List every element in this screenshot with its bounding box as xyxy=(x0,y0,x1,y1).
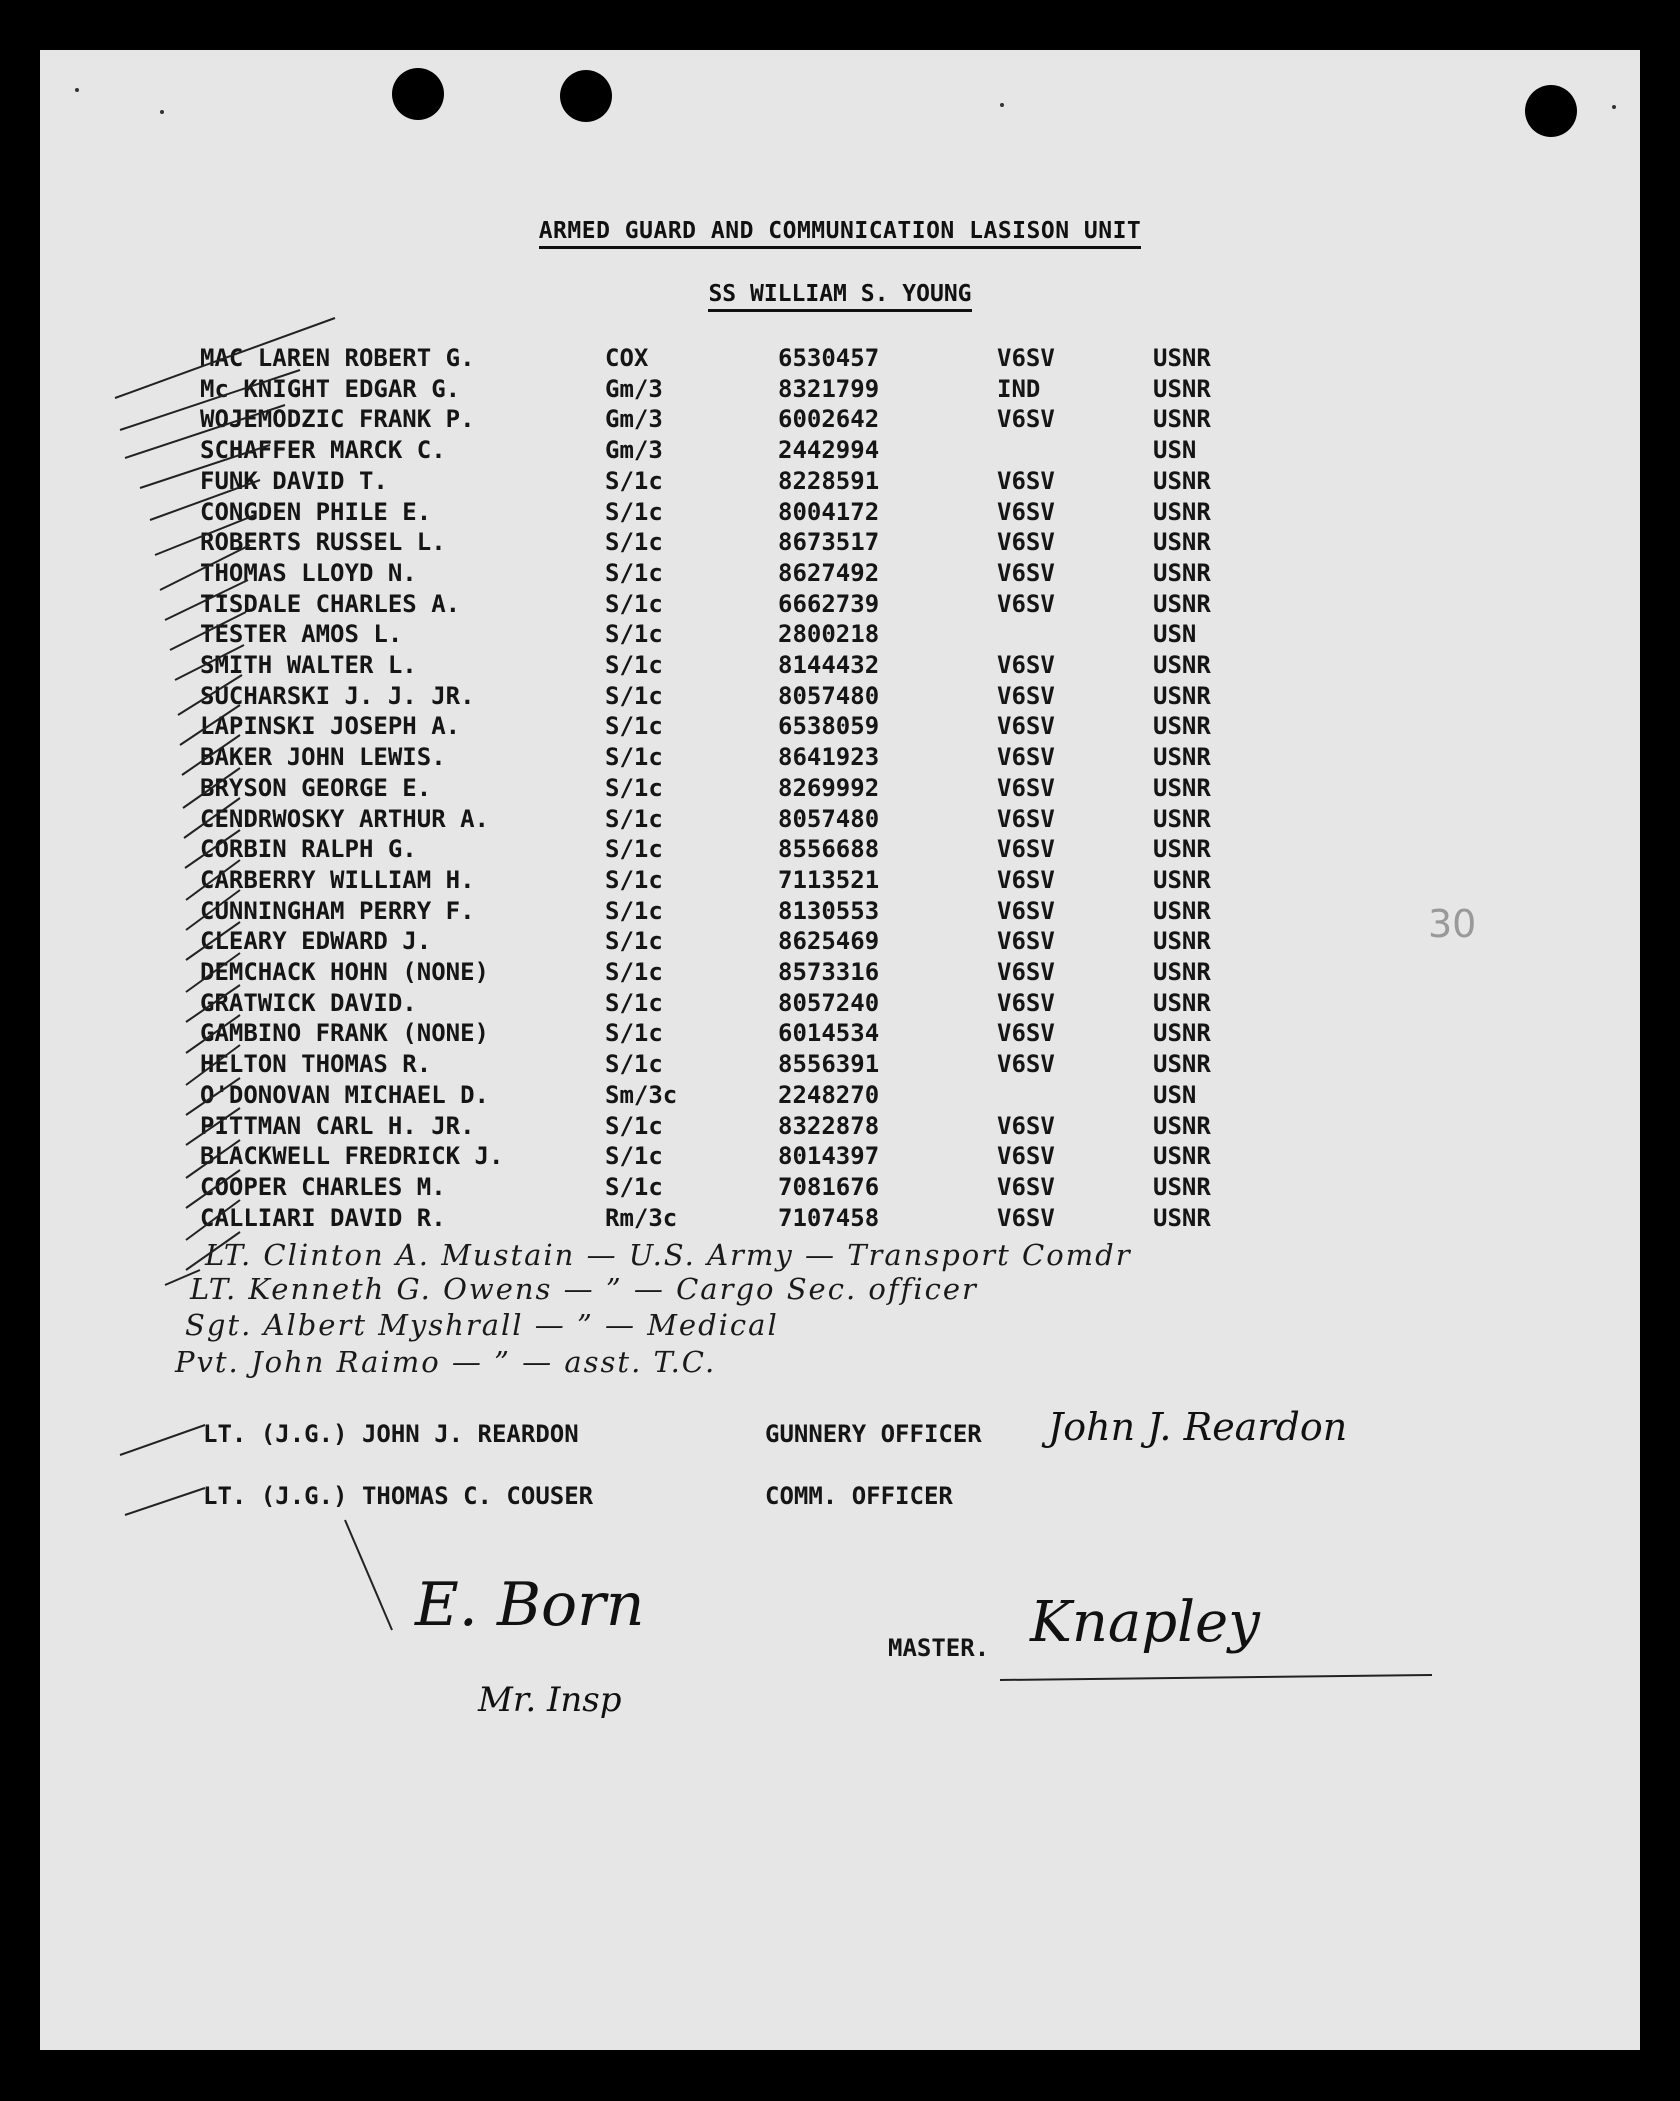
service-number: 6662739 xyxy=(778,589,880,618)
page-number: 30 xyxy=(1428,902,1477,946)
crew-name: CARBERRY WILLIAM H. xyxy=(200,865,475,894)
service-number: 2800218 xyxy=(778,620,880,649)
service-number: 6002642 xyxy=(778,405,880,434)
crew-rate: Rm/3c xyxy=(605,1203,678,1232)
crew-class: V6SV xyxy=(997,896,1055,925)
service-branch: USNR xyxy=(1153,1111,1211,1140)
crew-rate: S/1c xyxy=(605,896,663,925)
crew-name: COOPER CHARLES M. xyxy=(200,1172,446,1201)
crew-class: V6SV xyxy=(997,651,1055,679)
army-entry: Sgt. Albert Myshrall — ” — Medical xyxy=(185,1308,779,1342)
service-number: 8556391 xyxy=(778,1050,880,1079)
crew-rate: S/1c xyxy=(605,528,663,557)
crew-class: V6SV xyxy=(997,927,1055,956)
service-number: 8673517 xyxy=(778,528,880,557)
service-branch: USNR xyxy=(1153,344,1211,372)
crew-name: TISDALE CHARLES A. xyxy=(200,589,461,618)
crew-class: V6SV xyxy=(997,712,1055,741)
crew-name: WOJEMODZIC FRANK P. xyxy=(200,405,475,434)
service-number: 7081676 xyxy=(778,1172,880,1201)
crew-class: V6SV xyxy=(997,773,1055,802)
crew-name: SUCHARSKI J. J. JR. xyxy=(200,681,475,710)
crew-rate: S/1c xyxy=(605,927,663,956)
service-number: 8144432 xyxy=(778,651,880,679)
crew-class: V6SV xyxy=(997,558,1055,587)
crew-name: CORBIN RALPH G. xyxy=(200,835,417,864)
crew-class: IND xyxy=(997,374,1041,403)
crew-rate: S/1c xyxy=(605,1172,663,1201)
service-branch: USNR xyxy=(1153,651,1211,679)
service-branch: USNR xyxy=(1153,835,1211,864)
service-branch: USNR xyxy=(1153,927,1211,956)
crew-rate: S/1c xyxy=(605,497,663,526)
service-branch: USNR xyxy=(1153,528,1211,557)
crew-name: THOMAS LLOYD N. xyxy=(200,558,417,587)
crew-name: CONGDEN PHILE E. xyxy=(200,497,432,526)
crew-rate: S/1c xyxy=(605,558,663,587)
crew-name: MAC LAREN ROBERT G. xyxy=(200,344,475,372)
service-branch: USN xyxy=(1153,436,1197,465)
service-number: 8321799 xyxy=(778,374,880,403)
crew-rate: S/1c xyxy=(605,651,663,679)
service-number: 7113521 xyxy=(778,865,880,894)
crew-class: V6SV xyxy=(997,344,1055,372)
crew-rate: Gm/3 xyxy=(605,374,663,403)
service-branch: USNR xyxy=(1153,1019,1211,1048)
officer-title: GUNNERY OFFICER xyxy=(765,1420,982,1448)
army-entry: LT. Kenneth G. Owens — ” — Cargo Sec. officer xyxy=(190,1272,978,1306)
service-branch: USN xyxy=(1153,1080,1197,1109)
crew-rate: COX xyxy=(605,344,649,372)
crew-class: V6SV xyxy=(997,804,1055,833)
service-number: 8130553 xyxy=(778,896,880,925)
service-branch: USNR xyxy=(1153,1172,1211,1201)
service-number: 8269992 xyxy=(778,773,880,802)
crew-rate: S/1c xyxy=(605,1142,663,1171)
crew-class: V6SV xyxy=(997,1142,1055,1171)
inspector-signature: E. Born xyxy=(415,1570,645,1640)
crew-class: V6SV xyxy=(997,497,1055,526)
ship-name: SS WILLIAM S. YOUNG xyxy=(0,281,1680,307)
service-branch: USNR xyxy=(1153,374,1211,403)
crew-name: CENDRWOSKY ARTHUR A. xyxy=(200,804,489,833)
document-title: ARMED GUARD AND COMMUNICATION LASISON UNIT xyxy=(0,218,1680,244)
service-branch: USNR xyxy=(1153,712,1211,741)
crew-name: CLEARY EDWARD J. xyxy=(200,927,432,956)
service-branch: USNR xyxy=(1153,1203,1211,1232)
crew-rate: S/1c xyxy=(605,988,663,1017)
crew-class: V6SV xyxy=(997,1050,1055,1079)
crew-rate: S/1c xyxy=(605,835,663,864)
service-branch: USNR xyxy=(1153,958,1211,986)
service-number: 8057480 xyxy=(778,681,880,710)
service-branch: USNR xyxy=(1153,1050,1211,1079)
service-branch: USNR xyxy=(1153,804,1211,833)
crew-name: BAKER JOHN LEWIS. xyxy=(200,743,446,772)
crew-name: HELTON THOMAS R. xyxy=(200,1050,432,1079)
crew-class: V6SV xyxy=(997,865,1055,894)
crew-class: V6SV xyxy=(997,1111,1055,1140)
officer-name: LT. (J.G.) THOMAS C. COUSER xyxy=(203,1482,594,1510)
crew-class: V6SV xyxy=(997,743,1055,772)
crew-name: CUNNINGHAM PERRY F. xyxy=(200,896,475,925)
service-number: 8322878 xyxy=(778,1111,880,1140)
service-branch: USN xyxy=(1153,620,1197,649)
crew-name: ROBERTS RUSSEL L. xyxy=(200,528,446,557)
crew-name: BLACKWELL FREDRICK J. xyxy=(200,1142,504,1171)
crew-class: V6SV xyxy=(997,1019,1055,1048)
service-branch: USNR xyxy=(1153,466,1211,495)
officer-title: COMM. OFFICER xyxy=(765,1482,953,1510)
crew-name: DEMCHACK HOHN (NONE) xyxy=(200,958,489,986)
service-number: 8625469 xyxy=(778,927,880,956)
service-number: 8004172 xyxy=(778,497,880,526)
crew-class: V6SV xyxy=(997,528,1055,557)
crew-class: V6SV xyxy=(997,405,1055,434)
service-number: 8556688 xyxy=(778,835,880,864)
crew-rate: S/1c xyxy=(605,743,663,772)
service-number: 7107458 xyxy=(778,1203,880,1232)
service-number: 2248270 xyxy=(778,1080,880,1109)
crew-rate: S/1c xyxy=(605,620,663,649)
service-branch: USNR xyxy=(1153,497,1211,526)
service-number: 6530457 xyxy=(778,344,880,372)
crew-rate: S/1c xyxy=(605,1050,663,1079)
service-branch: USNR xyxy=(1153,743,1211,772)
crew-class: V6SV xyxy=(997,988,1055,1017)
service-number: 6014534 xyxy=(778,1019,880,1048)
crew-name: FUNK DAVID T. xyxy=(200,466,388,495)
officer-name: LT. (J.G.) JOHN J. REARDON xyxy=(203,1420,579,1448)
crew-class: V6SV xyxy=(997,835,1055,864)
crew-rate: S/1c xyxy=(605,1019,663,1048)
service-number: 6538059 xyxy=(778,712,880,741)
crew-rate: S/1c xyxy=(605,773,663,802)
service-branch: USNR xyxy=(1153,988,1211,1017)
inspector-signature-note: Mr. Insp xyxy=(478,1680,622,1720)
crew-rate: S/1c xyxy=(605,681,663,710)
crew-name: GAMBINO FRANK (NONE) xyxy=(200,1019,489,1048)
army-entry: Pvt. John Raimo — ” — asst. T.C. xyxy=(175,1345,717,1379)
crew-rate: S/1c xyxy=(605,589,663,618)
crew-rate: S/1c xyxy=(605,865,663,894)
crew-name: O'DONOVAN MICHAEL D. xyxy=(200,1080,489,1109)
crew-name: PITTMAN CARL H. JR. xyxy=(200,1111,475,1140)
crew-name: GRATWICK DAVID. xyxy=(200,988,417,1017)
crew-class: V6SV xyxy=(997,589,1055,618)
crew-class: V6SV xyxy=(997,958,1055,986)
crew-name: BRYSON GEORGE E. xyxy=(200,773,432,802)
crew-rate: S/1c xyxy=(605,804,663,833)
crew-name: CALLIARI DAVID R. xyxy=(200,1203,446,1232)
crew-rate: S/1c xyxy=(605,958,663,986)
crew-class: V6SV xyxy=(997,1172,1055,1201)
crew-class: V6SV xyxy=(997,681,1055,710)
service-branch: USNR xyxy=(1153,1142,1211,1171)
crew-name: TESTER AMOS L. xyxy=(200,620,403,649)
crew-rate: Gm/3 xyxy=(605,436,663,465)
service-number: 8228591 xyxy=(778,466,880,495)
crew-name: SCHAFFER MARCK C. xyxy=(200,436,446,465)
service-number: 8057240 xyxy=(778,988,880,1017)
master-label: MASTER. xyxy=(888,1634,990,1662)
service-number: 8573316 xyxy=(778,958,880,986)
army-entry: LT. Clinton A. Mustain — U.S. Army — Transport Comdr xyxy=(205,1238,1132,1272)
service-number: 2442994 xyxy=(778,436,880,465)
master-signature: Knapley xyxy=(1030,1590,1260,1655)
crew-class: V6SV xyxy=(997,466,1055,495)
service-branch: USNR xyxy=(1153,865,1211,894)
crew-name: Mc KNIGHT EDGAR G. xyxy=(200,374,461,403)
service-number: 8014397 xyxy=(778,1142,880,1171)
crew-rate: S/1c xyxy=(605,466,663,495)
crew-name: LAPINSKI JOSEPH A. xyxy=(200,712,461,741)
service-number: 8627492 xyxy=(778,558,880,587)
service-branch: USNR xyxy=(1153,558,1211,587)
crew-name: SMITH WALTER L. xyxy=(200,651,417,679)
service-number: 8641923 xyxy=(778,743,880,772)
crew-rate: Gm/3 xyxy=(605,405,663,434)
service-branch: USNR xyxy=(1153,896,1211,925)
crew-rate: S/1c xyxy=(605,712,663,741)
service-branch: USNR xyxy=(1153,773,1211,802)
crew-rate: Sm/3c xyxy=(605,1080,678,1109)
service-branch: USNR xyxy=(1153,405,1211,434)
reardon-signature: John J. Reardon xyxy=(1048,1405,1348,1449)
crew-rate: S/1c xyxy=(605,1111,663,1140)
crew-class: V6SV xyxy=(997,1203,1055,1232)
service-branch: USNR xyxy=(1153,589,1211,618)
service-number: 8057480 xyxy=(778,804,880,833)
service-branch: USNR xyxy=(1153,681,1211,710)
